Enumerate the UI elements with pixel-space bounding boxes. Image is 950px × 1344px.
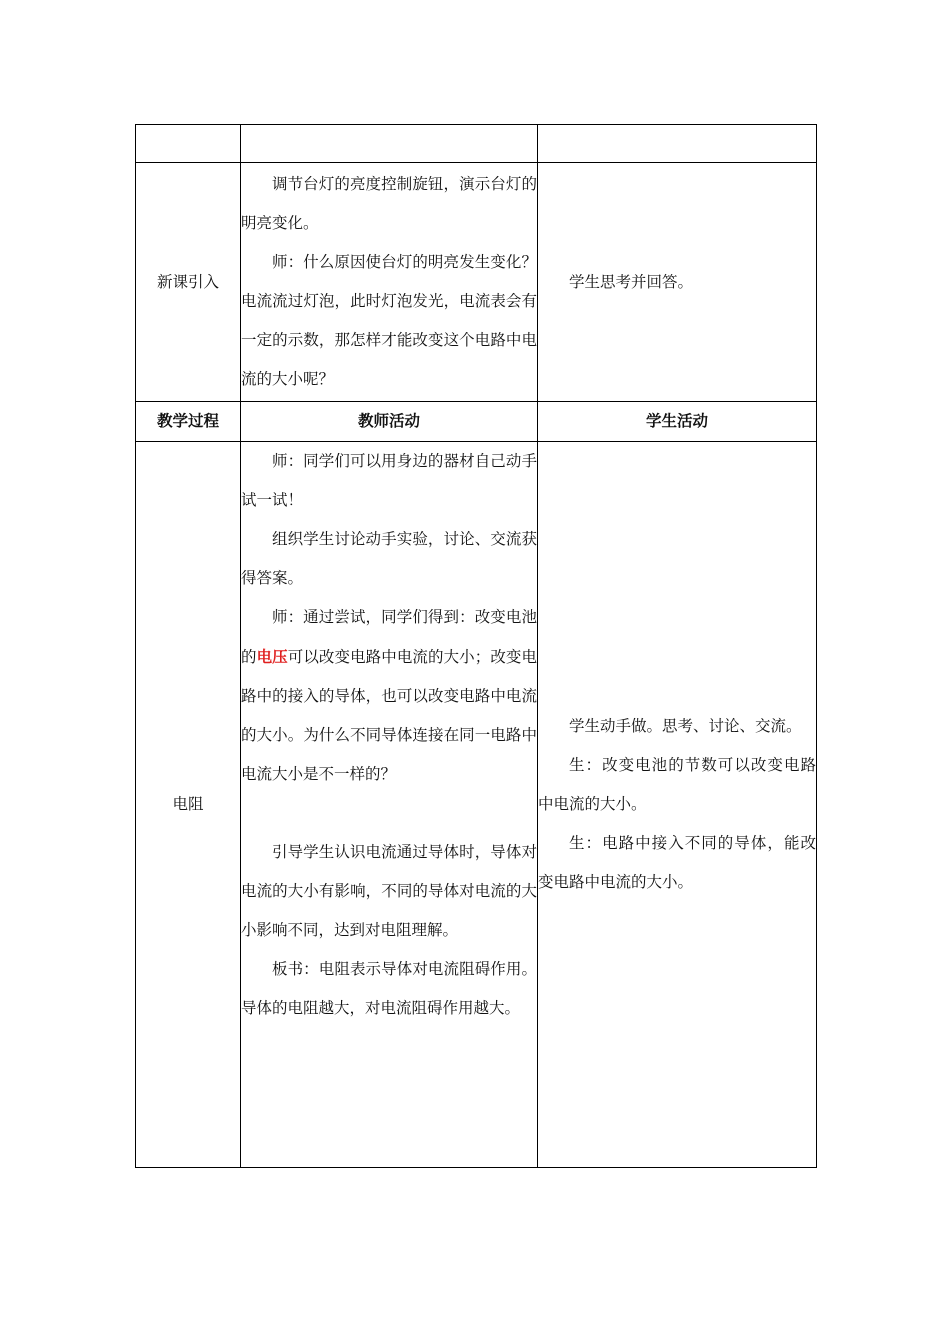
teacher-paragraph: 板书：电阻表示导体对电流阻碍作用。导体的电阻越大，对电流阻碍作用越大。 [241, 960, 537, 1017]
empty-cell [241, 125, 538, 163]
teacher-paragraph: 师：什么原因使台灯的明亮发生变化？电流流过灯泡，此时灯泡发光，电流表会有一定的示数，那怎样才能改变这个电路中电流的大小呢？ [241, 253, 537, 388]
text-segment: 师：通过尝试，同学们得到：改变电池的 [241, 608, 537, 666]
header-student-activity: 学生活动 [538, 402, 817, 442]
lesson-plan-table [135, 124, 817, 1168]
table-row-intro [136, 163, 817, 402]
stage-cell-intro: 新课引入 [136, 163, 241, 402]
student-activity-intro [538, 163, 817, 402]
student-paragraph: 生：改变电池的节数可以改变电路中电流的大小。 [538, 756, 816, 813]
student-paragraph: 学生思考并回答。 [569, 272, 694, 291]
paragraph-spacer [241, 794, 537, 833]
teacher-paragraph: 调节台灯的亮度控制旋钮，演示台灯的明亮变化。 [241, 175, 537, 232]
student-paragraph: 学生动手做。思考、讨论、交流。 [569, 717, 802, 735]
stage-cell-resistance: 电阻 [136, 442, 241, 1168]
student-paragraph: 生：电路中接入不同的导体，能改变电路中电流的大小。 [538, 834, 816, 891]
teacher-paragraph: 引导学生认识电流通过导体时，导体对电流的大小有影响，不同的导体对电流的大小影响不同，达到对电阻理解。 [241, 843, 537, 939]
student-activity-resistance [538, 442, 817, 1168]
text-segment: 可以改变电路中电流的大小；改变电路中的接入的导体，也可以改变电路中电流的大小。为什么不同导体连接在同一电路中电流大小是不一样的？ [241, 648, 537, 783]
empty-cell [136, 125, 241, 163]
teacher-paragraph: 师：同学们可以用身边的器材自己动手试一试！ [241, 452, 537, 509]
teacher-paragraph-highlight [241, 598, 537, 794]
teacher-activity-resistance [241, 442, 538, 1168]
empty-cell [538, 125, 817, 163]
header-teacher-activity: 教师活动 [241, 402, 538, 442]
highlight-voltage: 电压 [256, 647, 288, 666]
header-teaching-process: 教学过程 [136, 402, 241, 442]
table-header-row [136, 402, 817, 442]
table-row-resistance [136, 442, 817, 1168]
teacher-activity-intro [241, 163, 538, 402]
teacher-paragraph: 组织学生讨论动手实验，讨论、交流获得答案。 [241, 530, 537, 587]
table-row-empty [136, 125, 817, 163]
